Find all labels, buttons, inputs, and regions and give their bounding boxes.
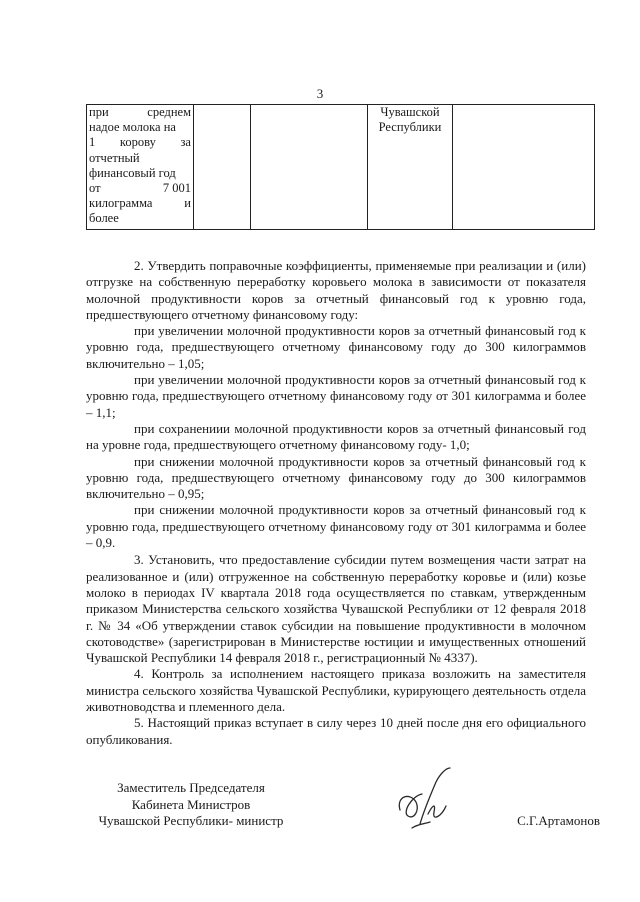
order-body [86,258,586,748]
condition-line: более [89,211,119,226]
signatory-name: С.Г.Артамонов [517,813,600,828]
empty-cell [453,105,595,230]
paragraph-4: 4. Контроль за исполнением настоящего приказа возложить на заместителя министра сельского хозяйства Чувашской Республики, курирующего деятельность отдела животноводства и племенного дела. [86,666,586,715]
empty-cell [251,105,368,230]
condition-line: отчетный [89,150,140,165]
paragraph-2: 2. Утвердить поправочные коэффициенты, применяемые при реализации и (или) отгрузке на собственную переработку коровьего молока в зависимости от показателя молочной продуктивности коров за отчетный финансовый год к уровню года, предшествующего отчетному финансовому году: [86,258,586,322]
condition-line: от 7 001 [89,181,191,196]
condition-line: при среднем [89,105,191,119]
subsidy-table-fragment [86,104,595,230]
paragraph-3: 3. Установить, что предоставление субсидии путем возмещения части затрат на реализованное и (или) отгруженное на собственную переработку коровье и (или) козье молоко в периодах IV квартала 2018 года осуществляется по ставкам, утвержденным приказом Министерства сельского хозяйства Чувашской Республики от 12 февраля 2018 г. № 34 «Об утверждении ставок субсидии на повышение продуктивности в молочном скотоводстве» (зарегистрирован в Министерстве юстиции и имущественных отношений Чувашской Республики 14 февраля 2018 г., регистрационный № 4337). [86,552,586,666]
handwritten-signature [394,766,458,836]
table-row [87,105,595,230]
condition-line: надое молока на [89,120,176,135]
coefficient-item: при увеличении молочной продуктивности коров за отчетный финансовый год к уровню года, предшествующего отчетному финансовому году от 301 килограмма и более – 1,1; [86,372,586,420]
region-cell: Чувашской Республики [368,105,453,230]
coefficient-item: при снижении молочной продуктивности коров за отчетный финансовый год к уровню года, предшествующего отчетному финансовому году до 300 килограммов включительно – 0,95; [86,453,586,502]
paragraph-5: 5. Настоящий приказ вступает в силу через 10 дней после дня его официального опубликования. [86,715,586,747]
condition-line: финансовый год [89,165,176,180]
condition-line: килограмма и [89,196,191,211]
coefficient-item: при увеличении молочной продуктивности коров за отчетный финансовый год к уровню года, предшествующего отчетному финансовому году до 300 килограммов включительно – 1,05; [86,323,586,371]
page-number: 3 [316,86,324,101]
empty-cell [194,105,251,230]
coefficient-item: при снижении молочной продуктивности коров за отчетный финансовый год к уровню года, предшествующего отчетному финансовому году от 301 килограмма и более – 0,9. [86,502,586,551]
coefficient-item: при сохранениии молочной продуктивности коров за отчетный финансовый год на уровне года, предшествующего отчетному финансовому году- 1,0; [86,420,586,453]
condition-cell [87,105,194,230]
condition-line: 1 корову за [89,135,191,150]
signatory-title: Заместитель Председателя Кабинета Министров Чувашской Республики- министр [98,780,284,828]
